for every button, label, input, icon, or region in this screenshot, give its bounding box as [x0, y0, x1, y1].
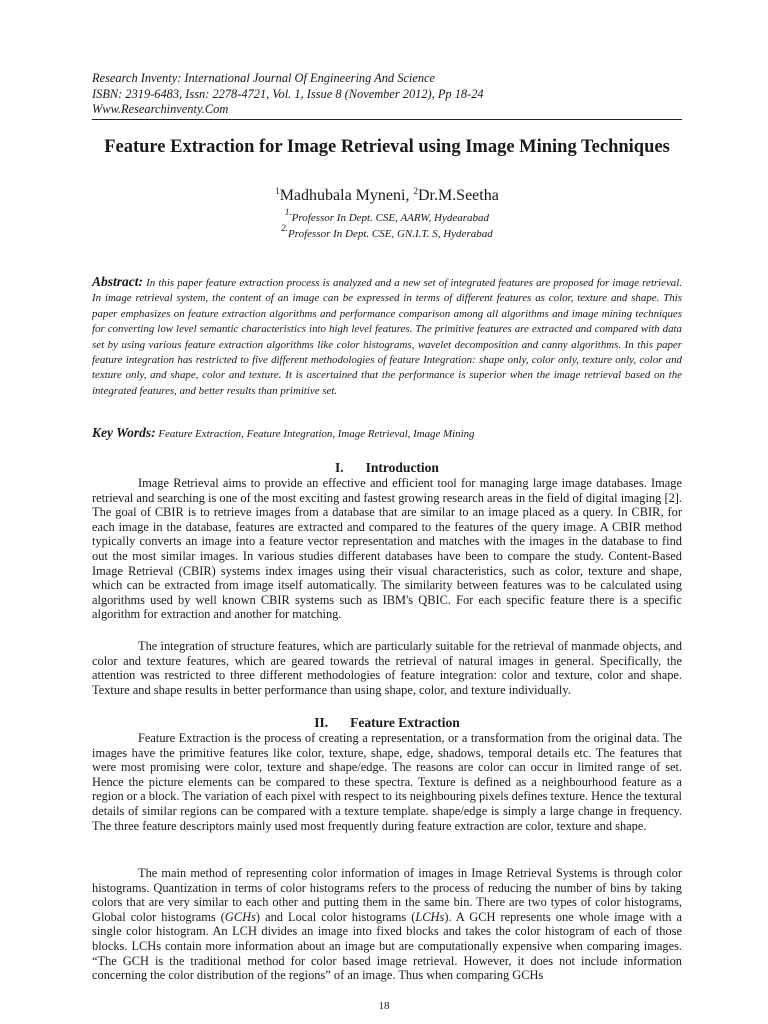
author1-name: Madhubala Myneni,	[279, 187, 410, 204]
intro-paragraph-2: The integration of structure features, which are particularly suitable for the retrieval of manmade objects, and color and texture features, which are geared towards the retrieval of natural images in general. Specifically, the attention was restricted to three different methodologies of feature integration: color and texture, color and shape. Texture and shape results in better performance than using shape, color, and texture individually.	[92, 639, 682, 697]
gch-term: GCHs	[224, 909, 256, 924]
section-1-number: I.	[335, 460, 344, 475]
aff2-sup: 2.	[281, 223, 289, 233]
lch-term: LCHs	[415, 909, 445, 924]
abstract-text: In this paper feature extraction process is analyzed and a new set of integrated features are proposed for image retrieval. In image retrieval system, the content of an image can be expressed in terms of different features as color, texture and shape. This paper emphasizes on feature extraction algorithms and performance comparison among all algorithms and image mining techniques for converting low level semantic characteristics into high level features. The primitive features are extracted and compared with data set by using various feature extraction algorithms like color histograms, wavelet decomposition and canny algorithms. In this paper feature integration has restricted to five different methodologies of feature Integration: shape only, color only, texture only, color and texture only, and shape, color and texture. It is ascertained that the performance is superior when the image retrieval based on the integrated features, and better results than primitive set.	[92, 277, 682, 397]
section-2-number: II.	[314, 715, 329, 730]
feature-paragraph-1: Feature Extraction is the process of creating a representation, or a transformation from the original data. The images have the primitive features like color, texture, shape, edge, shadows, temporal details etc. The features that were most promising were color, texture and shape/edge. The reasons are color can occur in limited range of set. Hence the picture elements can be compared to these spectra. Texture is defined as a neighbourhood feature as a region or a block. The variation of each pixel with respect to its neighbouring pixels defines texture. Hence the textural details of similar regions can be compared with a texture template. shape/edge is simply a large change in frequency. The three feature descriptors mainly used most frequently during feature extraction are color, texture and shape.	[92, 731, 682, 833]
aff1-sup: 1.	[284, 207, 292, 217]
keywords-text: Feature Extraction, Feature Integration, Image Retrieval, Image Mining	[158, 428, 475, 440]
p4-part-a: The main method of representing color information of images in Image Retrieval Systems is through color histograms. Quantization in terms of color histograms refers to the process of reducing the number of bins by taking colors that are very similar to each other and putting them in the same bin. There are two types of color histograms, Global color histograms (	[92, 866, 682, 924]
feature-paragraph-2	[92, 866, 682, 983]
journal-website: Www.Researchinventy.Com	[92, 102, 229, 116]
affiliation-2	[92, 221, 682, 241]
author-line	[92, 181, 682, 206]
intro-paragraph-1: Image Retrieval aims to provide an effective and efficient tool for managing large image databases. Image retrieval and searching is one of the most exciting and fastest growing research areas in the field of digital imaging [2]. The goal of CBIR is to retrieve images from a database that are similar to an image placed as a query. In CBIR, for each image in the database, features are extracted and compared to the features of the query image. A CBIR method typically converts an image into a feature vector representation and matches with the images in the database to find out the most similar images. In various studies different databases have been to compare the study. Content-Based Image Retrieval (CBIR) systems index images using their visual characteristics, such as color, texture and shape, which can be extracted from image itself automatically. The similarity between features was to be calculated using algorithms used by well known CBIR systems such as IBM's QBIC. For each specific feature there is a specific algorithm for extraction and another for matching.	[92, 476, 682, 622]
abstract	[92, 274, 682, 399]
section-heading-introduction	[92, 460, 682, 476]
section-1-title: Introduction	[365, 460, 439, 475]
p4-part-b: ) and Local color histograms (	[255, 909, 416, 924]
section-2-title: Feature Extraction	[350, 715, 460, 730]
keywords	[92, 425, 682, 442]
paper-title: Feature Extraction for Image Retrieval using Image Mining Techniques	[104, 137, 670, 157]
aff1-text: Professor In Dept. CSE, AARW, Hydearabad	[291, 212, 490, 224]
journal-header	[92, 71, 682, 118]
author2-sup: 2	[413, 186, 418, 196]
header-rule	[92, 119, 682, 120]
section-heading-feature-extraction	[92, 715, 682, 731]
author1-sup: 1	[275, 186, 280, 196]
page-number: 18	[378, 1000, 390, 1012]
journal-name: Research Inventy: International Journal Of Engineering And Science	[92, 71, 436, 85]
abstract-label: Abstract:	[92, 274, 144, 289]
aff2-text: Professor In Dept. CSE, GN.I.T. S, Hyderabad	[288, 228, 493, 240]
p4-part-c: ). A GCH represents one whole image with a single color histogram. An LCH divides an image into fixed blocks and takes the color histogram of each of those blocks. LCHs contain more information about an image but are computationally expensive when comparing images. “The GCH is the traditional method for color based image retrieval. However, it does not include information concerning the color distribution of the regions” of an image. Thus when comparing GCHs	[92, 909, 683, 983]
author2-name: Dr.M.Seetha	[417, 187, 499, 204]
keywords-label: Key Words:	[92, 425, 156, 440]
journal-issn: ISBN: 2319-6483, Issn: 2278-4721, Vol. 1, Issue 8 (November 2012), Pp 18-24	[92, 86, 484, 101]
